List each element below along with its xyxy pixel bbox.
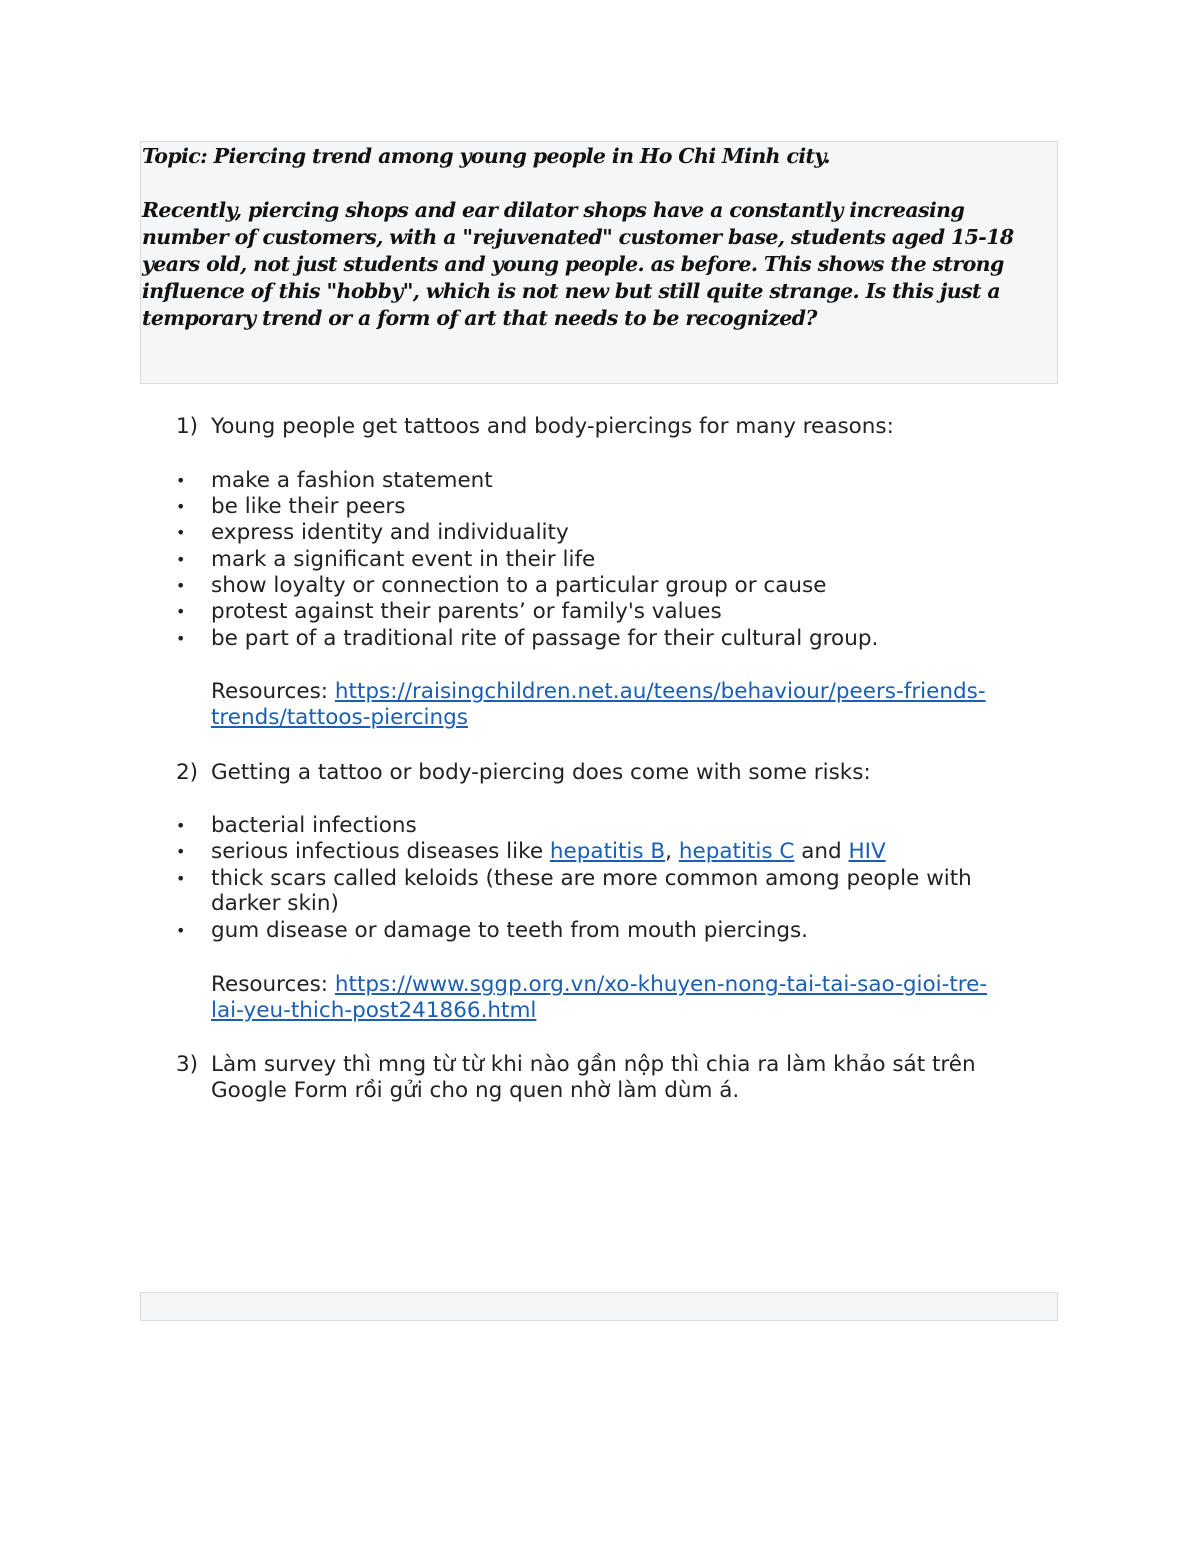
separator-text: , <box>665 839 679 864</box>
bullet-icon: • <box>176 523 186 542</box>
list-item: mark a significant event in their life <box>211 547 596 572</box>
section-1-heading: Young people get tattoos and body-piercings for many reasons: <box>211 414 894 439</box>
resource-link-1[interactable]: https://raisingchildren.net.au/teens/behaviour/peers-friends- <box>334 679 986 704</box>
section-3-line-1: Làm survey thì mng từ từ khi nào gần nộp thì chia ra làm khảo sát trên <box>211 1052 976 1077</box>
topic-title: Topic: Piercing trend among young people in Ho Chi Minh city. <box>142 144 830 168</box>
bullet-icon: • <box>176 576 186 595</box>
topic-box <box>140 141 1058 384</box>
list-item: be like their peers <box>211 494 406 519</box>
resource-link-2[interactable]: https://www.sggp.org.vn/xo-khuyen-nong-tai-tai-sao-gioi-tre- <box>334 972 988 997</box>
section-2-number: 2) <box>176 760 199 785</box>
section-3-line-2: Google Form rồi gửi cho ng quen nhờ làm dùm á. <box>211 1078 740 1103</box>
section-1-resources <box>211 679 986 706</box>
footer-box <box>140 1292 1058 1321</box>
bullet-icon: • <box>176 471 186 490</box>
bullet-icon: • <box>176 629 186 648</box>
bullet-icon: • <box>176 816 186 835</box>
hepatitis-c-link[interactable]: hepatitis C <box>678 839 795 864</box>
list-item: bacterial infections <box>211 813 417 838</box>
list-item: express identity and individuality <box>211 520 569 545</box>
bullet-icon: • <box>176 921 186 940</box>
section-2-resources <box>211 972 987 999</box>
list-item: show loyalty or connection to a particular group or cause <box>211 573 827 598</box>
section-2-resources-cont <box>211 998 536 1025</box>
list-item <box>211 839 886 866</box>
bullet-icon: • <box>176 497 186 516</box>
bullet-icon: • <box>176 550 186 569</box>
section-1-number: 1) <box>176 414 199 439</box>
section-2-heading: Getting a tattoo or body-piercing does come with some risks: <box>211 760 871 785</box>
resource-link-2-cont[interactable]: lai-yeu-thich-post241866.html <box>211 998 537 1023</box>
list-item-text: serious infectious diseases like <box>211 839 550 864</box>
list-item: be part of a traditional rite of passage for their cultural group. <box>211 626 879 651</box>
list-item: thick scars called keloids (these are more common among people with <box>211 866 972 891</box>
resources-label: Resources: <box>211 679 335 704</box>
list-item: gum disease or damage to teeth from mouth piercings. <box>211 918 809 943</box>
section-1-resources-cont <box>211 705 468 732</box>
topic-paragraph: Recently, piercing shops and ear dilator shops have a constantly increasing number of customers, with a "rejuvenated" customer base, students aged 15-18 years old, not just students and young people. as before. This shows the strong influence of this "hobby", which is not new but still quite strange. Is this just a temporary trend or a form of art that needs to be recognized? <box>142 198 1014 330</box>
bullet-icon: • <box>176 869 186 888</box>
bullet-icon: • <box>176 602 186 621</box>
resource-link-1-cont[interactable]: trends/tattoos-piercings <box>211 705 468 730</box>
hiv-link[interactable]: HIV <box>848 839 886 864</box>
list-item: make a fashion statement <box>211 468 493 493</box>
list-item-cont: darker skin) <box>211 891 339 916</box>
bullet-icon: • <box>176 842 186 861</box>
resources-label: Resources: <box>211 972 335 997</box>
section-3-number: 3) <box>176 1052 199 1077</box>
hepatitis-b-link[interactable]: hepatitis B <box>549 839 666 864</box>
separator-text: and <box>794 839 849 864</box>
list-item: protest against their parents’ or family's values <box>211 599 722 624</box>
